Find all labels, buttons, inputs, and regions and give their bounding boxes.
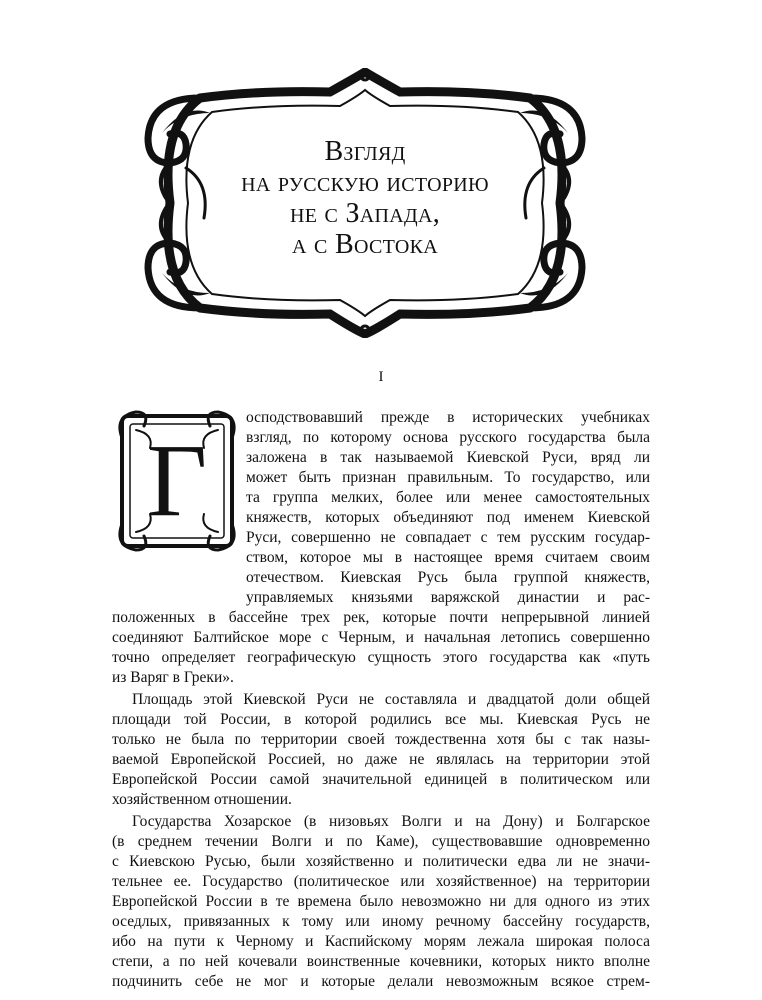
text-line: только не была по территории своей тождественна хотя бы с так назы- [112, 731, 650, 748]
text-line: ством, которое мы в настоящее время считаем своим [246, 549, 650, 566]
text-line: взгляд, по которому основа русского государства была [246, 429, 650, 446]
text-line: заложена в так называемой Киевской Руси, вряд ли [246, 449, 650, 466]
text-line: Государства Хозарское (в низовьях Волги и на Дону) и Болгарское [132, 813, 650, 830]
text-line: может быть признан правильным. То государство, или [246, 469, 650, 486]
text-line: степи, а по ней кочевали воинственные кочевники, которых никто вполне [112, 953, 650, 970]
text-line: (в среднем течении Волги и по Каме), существовавшие одновременно [112, 833, 650, 850]
section-number: I [378, 369, 384, 385]
text-line: ибо на пути к Черному и Каспийскому морям лежала широкая полоса [112, 933, 650, 950]
text-line: точно определяет географическую сущность этого государства как «путь [112, 649, 650, 666]
text-line: Европейской России в те времена было невозможно ни для одного из этих [112, 893, 650, 910]
title-line: на русскую историю [241, 167, 489, 198]
text-line: хозяйственном отношении. [112, 791, 292, 808]
text-line: осподствовавший прежде в исторических учебниках [246, 409, 650, 426]
text-line: княжеств, которых объединяют под именем Киевской [246, 509, 650, 526]
drop-cap-letter: Г [146, 423, 208, 538]
text-line: Европейской России самой значительной единицей в политическом или [112, 771, 650, 788]
drop-cap-frame [114, 408, 240, 554]
text-line: управляемых князьями варяжской династии и рас- [246, 589, 650, 606]
title-line: Взгляд [324, 136, 406, 167]
text-line: площади той России, в которой родились все мы. Киевская Русь не [112, 711, 650, 728]
text-line: с Киевскою Русью, были хозяйственно и политически едва ли не значи- [112, 853, 650, 870]
text-line: из Варяг в Греки». [112, 669, 234, 686]
text-line: оседлых, привязанных к тому или иному речному бассейну государств, [112, 913, 650, 930]
text-line: соединяют Балтийское море с Черным, и начальная летопись совершенно [112, 629, 650, 646]
text-line: подчинить себе не мог и которые делали невозможным всякое стрем- [112, 973, 650, 990]
text-line: Площадь этой Киевской Руси не составляла и двадцатой доли общей [132, 691, 650, 708]
text-line: положенных в бассейне трех рек, которые почти непрерывной линией [112, 609, 650, 626]
text-line: та группа мелких, более или менее самостоятельных [246, 489, 650, 506]
title-line: не с Запада, [289, 198, 441, 229]
text-line: Руси, совершенно не совпадает с тем русским государ- [246, 529, 650, 546]
title-line: а с Востока [292, 229, 438, 260]
text-line: ваемой Европейской Россией, но даже не являлась на территории этой [112, 751, 650, 768]
text-line: отечеством. Киевская Русь была группой княжеств, [246, 569, 650, 586]
chapter-title [140, 136, 590, 260]
text-line: тельнее ее. Государство (политическое или хозяйственное) на территории [112, 873, 650, 890]
title-ornamental-frame [140, 68, 590, 338]
